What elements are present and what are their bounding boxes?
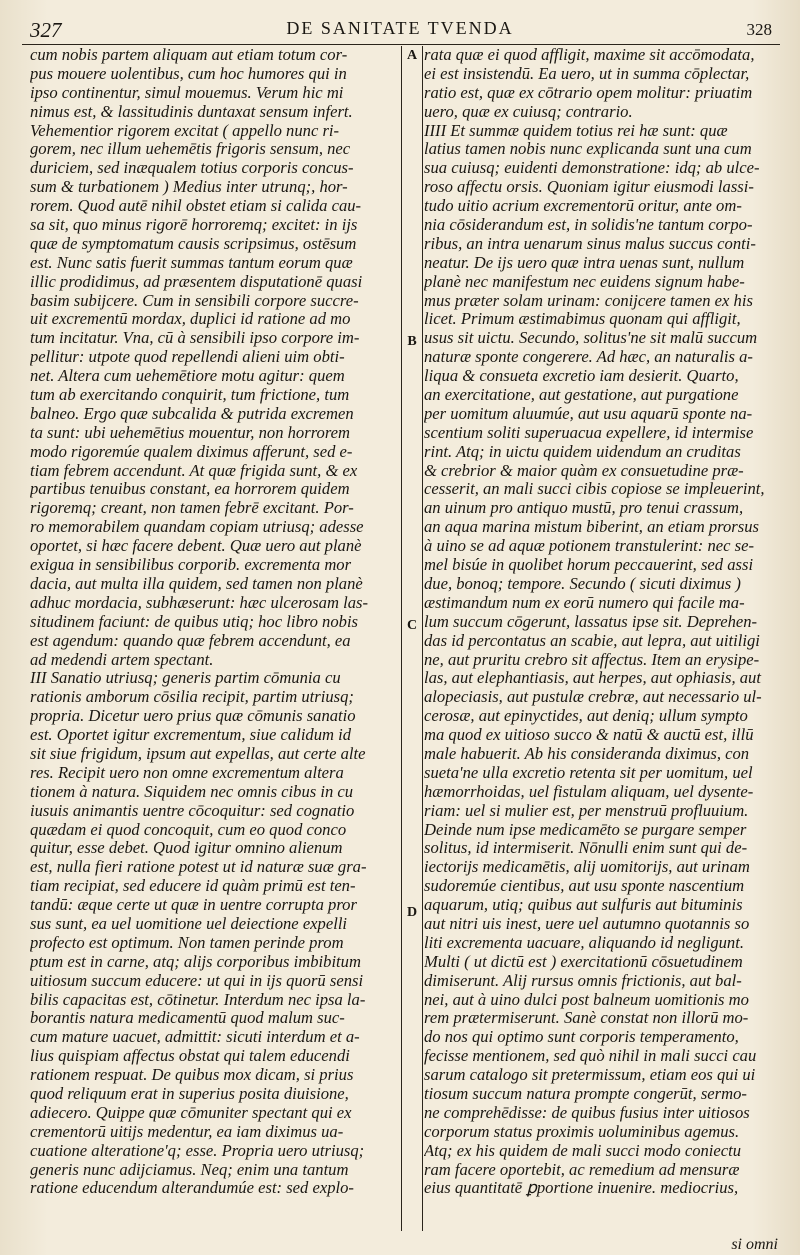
text-line: ta sunt: ubi uehemētius mouentur, non horrorem: [30, 422, 351, 442]
text-line: & crebrior & maior quàm ex consuetudine præ-: [424, 460, 744, 480]
text-line: solitus, id intermiserit. Nōnulli enim sunt qui de-: [424, 838, 748, 858]
text-line: latius tamen nobis nunc explicanda sunt una cum: [424, 139, 752, 159]
text-line: æstimandum num ex eorū numero qui facile ma-: [424, 592, 745, 612]
text-line: res. Recipit uero non omne excrementum altera: [30, 762, 344, 782]
text-line: ne comprehēdisse: de quibus fusius inter uitiosos: [424, 1102, 750, 1122]
text-line: tum ab exercitando conquirit, tum frictione, tum: [30, 385, 350, 405]
text-line: tandū: æque certe ut quæ in uentre corrupta pror: [30, 895, 357, 915]
text-line: est. Oportet igitur excrementum, siue calidum id: [30, 725, 352, 745]
text-line: est agendum: quando quæ febrem accendunt, ea: [30, 630, 351, 650]
text-line: tiam febrem accendunt. At quæ frigida sunt, & ex: [30, 460, 358, 480]
text-line: uitiosum succum educere: ut qui in ijs quorū sensi: [30, 970, 364, 990]
text-line: quitur, esse debet. Quod igitur omnino alienum: [30, 838, 343, 858]
text-line: iectorijs medicamētis, alij uomitorijs, aut urinam: [424, 857, 750, 877]
text-line: ne, aut pruritu crebro sit affectus. Item an erysipe-: [424, 649, 760, 669]
text-line: sueta'ne ulla excretio retenta sit per uomitum, uel: [424, 762, 753, 782]
text-line: liti excrementa uacuare, aliquando id negligunt.: [424, 932, 744, 952]
text-line: ram facere oportebit, ac remedium ad mensuræ: [424, 1159, 740, 1179]
text-line: las, aut elephantiasis, aut herpes, aut ophiasis, aut: [424, 668, 761, 688]
section-marker-d: D: [406, 905, 418, 920]
page-number-right: 328: [746, 20, 772, 39]
section-marker-c: C: [406, 618, 418, 633]
text-line: sum & turbationem ) Medius inter utrunq;, hor-: [30, 177, 348, 197]
text-line: neatur. De ijs uero quæ intra uenas sunt, nullum: [424, 252, 745, 272]
text-line: riam: uel si mulier est, per menstruū profluuium.: [424, 800, 749, 820]
text-line: gorem, nec illum uehemētis frigoris sensum, nec: [30, 139, 351, 159]
text-line: crementorū uitijs medentur, ea iam diximus ua-: [30, 1121, 344, 1141]
text-line: ad medendi artem spectant.: [30, 649, 214, 669]
divider-line-right: [422, 46, 423, 1231]
text-line: sua cuiusq; euidenti demonstratione: idq; ab ulce-: [424, 158, 760, 178]
right-text-column: [424, 46, 782, 1198]
text-line: Deinde num ipse medicamēto se purgare semper: [424, 819, 747, 839]
text-line: mel bisúe in quolibet horum peccauerint, sed assi: [424, 555, 754, 575]
text-line: rigoremq; creant, non tamen febrē excitant. Por-: [30, 498, 354, 518]
text-line: iusuis animantis uentre cōcoquitur: sed cognatio: [30, 800, 355, 820]
text-line: naturæ sponte congerere. Ad hæc, an naturalis a-: [424, 347, 753, 367]
text-line: quæ de symptomatum causis scripsimus, ostēsum: [30, 233, 357, 253]
text-line: tudo uitio acrium excrementorū oritur, ante om-: [424, 196, 742, 216]
text-line: rationis amborum cōsilia recipit, partim utriusq;: [30, 687, 354, 707]
text-line: bilis capacitas est, cōtinetur. Interdum nec ipsa la-: [30, 989, 366, 1009]
text-line: Atq; ex his quidem de mali succi modo coniectu: [424, 1140, 742, 1160]
text-line: situdinem faciunt: de quibus utiq; hoc libro nobis: [30, 611, 359, 631]
text-line: ro memorabilem quandam copiam utriusq; adesse: [30, 517, 364, 537]
text-line: borantis natura medicamentū quod malum suc-: [30, 1008, 345, 1028]
text-line: propria. Dicetur uero prius quæ cōmunis sanatio: [30, 706, 356, 726]
text-line: Vehementior rigorem excitat ( appello nunc ri-: [30, 120, 340, 140]
text-line: balneo. Ergo quæ subcalida & putrida excremen: [30, 403, 354, 423]
text-line: planè nec manifestum nec euidens signum habe-: [424, 271, 745, 291]
text-line: ei est insistendū. Ea uero, ut in summa cōplectar,: [424, 63, 750, 83]
text-line: est, nulla fieri ratione potest ut id naturæ suæ gra-: [30, 857, 367, 877]
text-line: partibus tenuibus constant, ea horrorem quidem: [30, 479, 350, 499]
text-line: ma quod ex uitioso succo & natū & auctū est, illū: [424, 725, 754, 745]
text-line: aquarum, utiq; quibus aut sulfuris aut bituminis: [424, 895, 743, 915]
text-line: pus mouere uolentibus, cum hoc humores qui in: [30, 63, 347, 83]
left-text-column: [30, 46, 400, 1198]
text-line: oportet, si hæc facere debent. Quæ uero aut planè: [30, 536, 362, 556]
text-line: Multi ( ut dictū est ) exercitationū cōsuetudinem: [424, 951, 743, 971]
text-line: cesserit, an mali succi cibis copiose se impleuerint,: [424, 479, 765, 499]
text-line: lius quispiam affectus obstat qui talem educendi: [30, 1046, 350, 1066]
text-line: tum incitatur. Vna, cū à sensibili ipso corpore im-: [30, 328, 360, 348]
text-line: adiecero. Quippe quæ cōmuniter spectant qui ex: [30, 1102, 352, 1122]
text-line: usus sit uictu. Secundo, solitus'ne sit malū succum: [424, 328, 758, 348]
section-marker-b: B: [407, 334, 417, 349]
text-line: lum succum cōgerunt, lassatus ipse sit. Deprehen-: [424, 611, 758, 631]
text-line: aut nitri uis inest, uere uel autumno quotannis so: [424, 913, 750, 933]
page-number-left: 327: [30, 18, 62, 42]
text-line: III Sanatio utriusq; generis partim cōmunia cu: [30, 668, 341, 688]
text-line: illic prodidimus, ad præsentem disputationē quasi: [30, 271, 363, 291]
text-line: tiam recipiat, sed educere id quàm primū est ten-: [30, 876, 356, 896]
text-line: cum nobis partem aliquam aut etiam totum cor-: [30, 46, 348, 64]
text-line: ribus, an intra uenarum sinus malus succus conti-: [424, 233, 756, 253]
text-line: dacia, aut multa illa quidem, sed tamen non planè: [30, 573, 363, 593]
text-line: hæmorrhoidas, uel fistulam aliquam, uel dysente-: [424, 781, 754, 801]
text-line: male habuerit. Ab his consideranda diximus, con: [424, 743, 750, 763]
text-line: sa sit, quo minus rigorē horroremq; excitet: in ijs: [30, 215, 358, 235]
text-line: modo rigoremúe qualem diximus afferunt, sed e-: [30, 441, 353, 461]
text-line: IIII Et summæ quidem totius rei hæ sunt: quæ: [424, 120, 728, 140]
text-line: ratio est, quæ ex cōtrario opem molitur: priuatim: [424, 82, 753, 102]
text-line: sus sunt, ea uel uomitione uel deiectione expelli: [30, 913, 348, 933]
running-title: DE SANITATE TVENDA: [286, 18, 514, 38]
text-line: nei, aut à uino dulci post balneum uomitionis mo: [424, 989, 749, 1009]
section-marker-a: A: [406, 48, 418, 63]
text-line: eius quantitatē ꝑportione inuenire. mediocrius,: [424, 1178, 739, 1198]
text-line: scentium soliti superuacua expellere, id intermise: [424, 422, 754, 442]
text-line: uero, quæ ex cuiusq; contrario.: [424, 101, 633, 121]
text-line: ipso continentur, simul mouemus. Verum hic mi: [30, 82, 344, 102]
text-line: duriciem, sed inæqualem totius corporis concus-: [30, 158, 354, 178]
text-line: mus præter solam urinam: conijcere tamen ex his: [424, 290, 753, 310]
text-line: corporum status proximis uoluminibus agemus.: [424, 1121, 740, 1141]
text-line: do nos qui optimo sunt corporis temperamento,: [424, 1027, 739, 1047]
text-line: an uinum pro antiquo mustū, pro tenui crassum,: [424, 498, 744, 518]
text-line: per uomitum aluumúe, aut usu aquarū sponte na-: [424, 403, 753, 423]
text-line: das id percontatus an scabie, aut lepra, aut uitiligi: [424, 630, 760, 650]
text-line: rationem respuat. De quibus mox dicam, si prius: [30, 1065, 354, 1085]
column-divider: [401, 46, 423, 1231]
text-line: licet. Primum æstimabimus quonam qui affligit,: [424, 309, 741, 329]
text-line: sudoremúe cientibus, aut usu sponte nascentium: [424, 876, 745, 896]
text-line: generis nunc adijciamus. Neq; enim una tantum: [30, 1159, 349, 1179]
text-line: ratione educendum alterandumúe est: sed explo-: [30, 1178, 354, 1198]
header-rule: [22, 44, 780, 45]
text-line: profecto est optimum. Non tamen perinde prom: [30, 932, 344, 952]
text-line: rem prætermiserunt. Sanè constat non illorū mo-: [424, 1008, 749, 1028]
text-line: an aqua marina mistum biberint, an etiam prorsus: [424, 517, 759, 537]
text-line: alopeciasis, aut pustulæ crebræ, aut necessario ul-: [424, 687, 762, 707]
text-line: ptum est in carne, atq; alijs corporibus imbibitum: [30, 951, 361, 971]
text-line: dimiserunt. Alij rursus omnis frictionis, aut bal-: [424, 970, 742, 990]
text-line: net. Altera cum uehemētiore motu agitur: quem: [30, 366, 345, 386]
text-line: rint. Atq; in uictu quidem uidendum an cruditas: [424, 441, 741, 461]
text-line: sit siue frigidum, ipsum aut expellas, aut certe alte: [30, 743, 366, 763]
text-line: rata quæ ei quod affligit, maxime sit accōmodata,: [424, 46, 755, 64]
text-line: cuatione alteratione'q; esse. Propria uero utriusq;: [30, 1140, 365, 1160]
text-line: rorem. Quod autē nihil obstet etiam si calida cau-: [30, 196, 362, 216]
text-line: est. Nunc satis fuerit summas tantum eorum quæ: [30, 252, 353, 272]
text-line: sarum catalogo sit pretermissum, etiam eos qui ui: [424, 1065, 756, 1085]
text-line: quod reliquum erat in superius posita diuisione,: [30, 1083, 349, 1103]
text-line: pellitur: utpote quod repellendi alieni uim obti-: [30, 347, 345, 367]
text-line: basim subijcere. Cum in sensibili corpore succre-: [30, 290, 359, 310]
text-line: exigua in sensibilibus corporib. excrementa mor: [30, 555, 352, 575]
text-line: roso affectu orsis. Quoniam igitur eiusmodi lassi-: [424, 177, 754, 197]
text-line: due, bonoq; tempore. Secundo ( sicuti diximus ): [424, 573, 741, 593]
text-line: à uino se ad aquæ potionem transtulerint: nec se-: [424, 536, 754, 556]
text-line: cerosæ, aut epinyctides, aut deniq; ullum sympto: [424, 706, 748, 726]
text-line: fecisse mentionem, sed quò nihil in mali succi cau: [424, 1046, 757, 1066]
text-line: quædam ei quod concoquit, cum eo quod conco: [30, 819, 347, 839]
text-line: tiosum succum natura prompte congerūt, sermo-: [424, 1083, 747, 1103]
text-line: uit excrementū mordax, duplici id ratione ad mo: [30, 309, 351, 329]
text-line: liqua & consueta excretio iam desierit. Quarto,: [424, 366, 739, 386]
catchword: si omni: [731, 1236, 778, 1253]
text-line: nimus est, & lassitudinis duntaxat sensum infert.: [30, 101, 353, 121]
text-line: an exercitatione, aut gestatione, aut purgatione: [424, 385, 739, 405]
page-header: [0, 8, 800, 42]
text-line: nia cōsiderandum est, in solidis'ne tantum corpo-: [424, 215, 753, 235]
text-line: tionem à natura. Siquidem nec omnis cibus in cu: [30, 781, 354, 801]
text-line: cum mature uacuet, admittit: sicuti interdum et a-: [30, 1027, 360, 1047]
divider-line-left: [401, 46, 402, 1231]
text-line: adhuc mordacia, subhæserunt: hæc ulcerosam las-: [30, 592, 368, 612]
